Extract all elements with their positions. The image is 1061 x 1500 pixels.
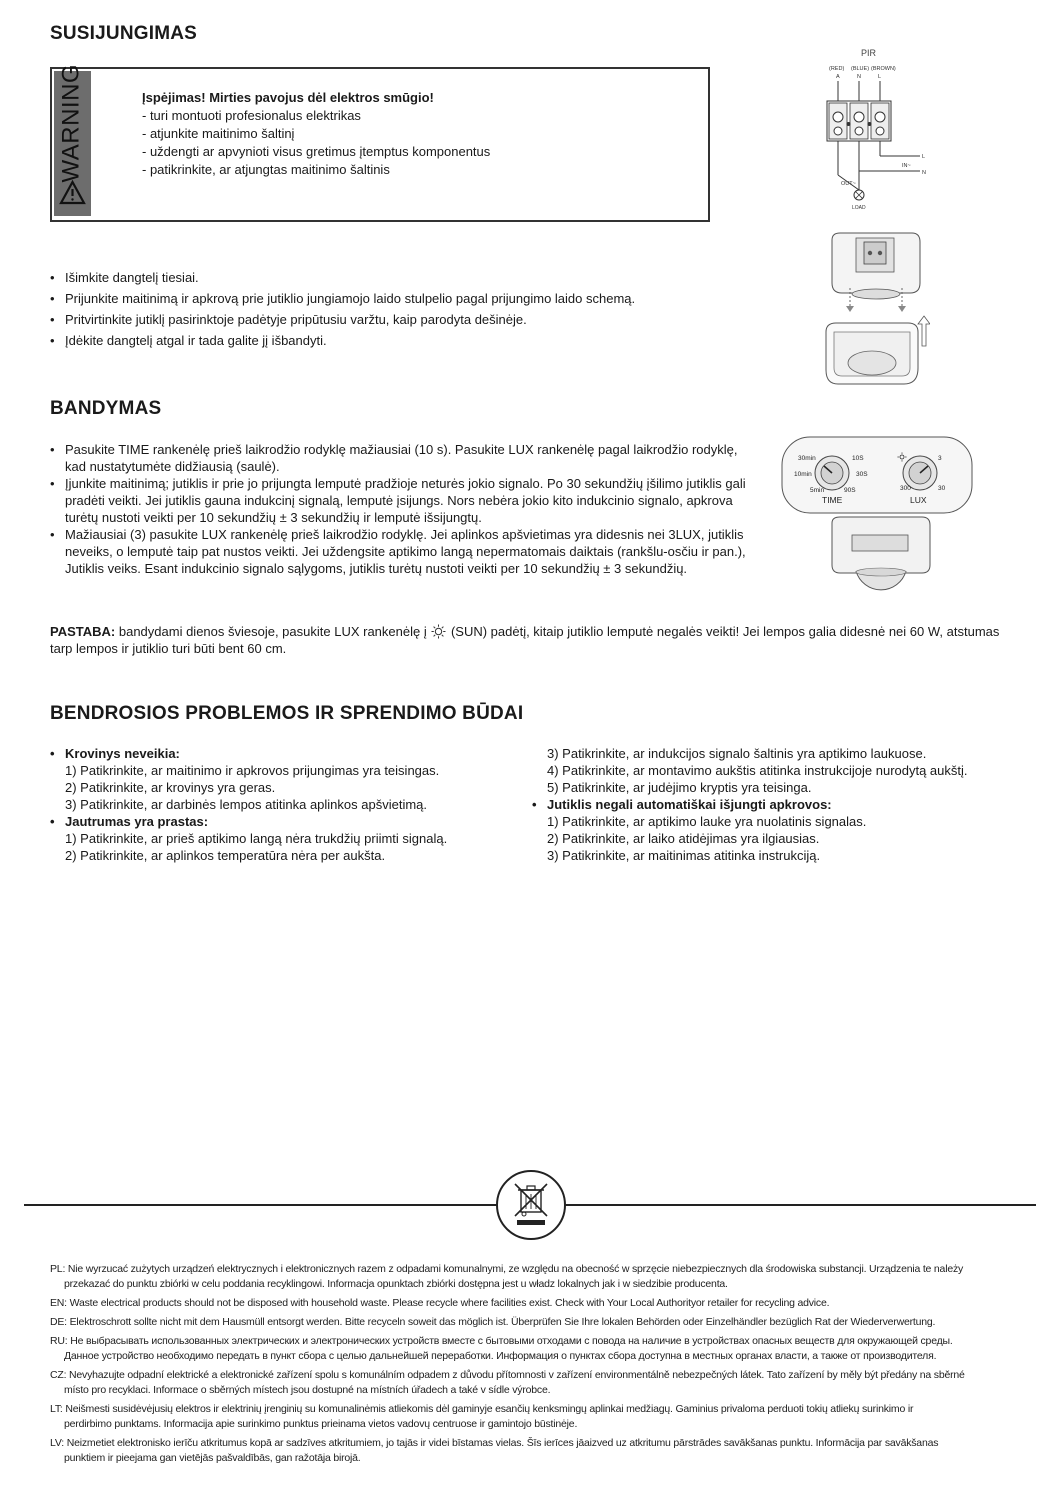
notice-line: perdirbimo punktams. Informacija apie surinkimo punktus prieinama vietos vadovų centruose ir gamintojo būstinėje. bbox=[64, 1418, 578, 1430]
notice-line: místo pro recyklaci. Informace o sběrných místech jsou dostupné na místních úřadech a také v sídle výrobce. bbox=[64, 1384, 551, 1396]
warning-line: - uždengti ar apvynioti visus gretimus įtemptus komponentus bbox=[142, 144, 491, 159]
problem-line: 3) Patikrinkite, ar darbinės lempos atitinka aplinkos apšvietimą. bbox=[65, 797, 428, 812]
wire-label: (BROWN) bbox=[871, 66, 896, 72]
warning-line: - patikrinkite, ar atjungtas maitinimo šaltinis bbox=[142, 162, 390, 177]
disposal-notices bbox=[50, 1262, 1010, 1466]
notice-line: DE: Elektroschrott sollte nicht mit dem Hausmüll entsorgt werden. Bitte recyceln soweit das möglich ist. Überprüfen Sie Ihre lokalen Behörden oder Einzelhändler bezüglich Rat der Wiederverwertung. bbox=[50, 1316, 936, 1328]
testing-note bbox=[50, 623, 1010, 657]
problem-heading: • Jutiklis negali automatiškai išjungti apkrovos: bbox=[532, 796, 1012, 813]
problem-line: 2) Patikrinkite, ar krovinys yra geras. bbox=[65, 780, 276, 795]
problem-line: 1) Patikrinkite, ar prieš aptikimo langą nėra trukdžių priimti signalą. bbox=[65, 831, 448, 846]
list-item: • Pasukite TIME rankenėlę prieš laikrodžio rodyklę mažiausiai (10 s). Pasukite LUX rankenėlę pagal laikrodžio rodyklę, kad nustatytumėte didžiausią (saulė). bbox=[50, 441, 750, 475]
sensor-mounting-illustration bbox=[820, 228, 930, 393]
notice-line: Данное устройство необходимо передать в пункт сбора с целью дальнейшей переработки. Информация о пунктах сбора доступна в местных органах власти, а также от производителя. bbox=[64, 1350, 937, 1362]
notice-lv bbox=[50, 1436, 1010, 1466]
n-label: N bbox=[922, 170, 926, 176]
notice-line: przekazać do punktu zbiórki w celu poddania recyklingowi. Informacja opunktach zbiórki dostępna jest u władz lokalnych jak i w siedzibie producenta. bbox=[64, 1278, 728, 1290]
problem-line: 2) Patikrinkite, ar laiko atidėjimas yra ilgiausias. bbox=[547, 831, 820, 846]
notice-line: punktiem ir pieejama gan vietējās pašvaldībās, gan ražotāja birojā. bbox=[64, 1452, 361, 1464]
knob-panel-illustration bbox=[780, 433, 980, 608]
problems-list bbox=[50, 745, 530, 762]
warning-title: Įspėjimas! Mirties pavojus dėl elektros smūgio! bbox=[142, 90, 434, 105]
connection-title: SUSIJUNGIMAS bbox=[50, 23, 198, 44]
wire-label: (BLUE) bbox=[851, 66, 870, 72]
time-tick: 30min bbox=[798, 455, 816, 462]
list-item: • Išimkite dangtelį tiesiai. bbox=[50, 269, 750, 286]
time-tick: 90S bbox=[844, 487, 856, 494]
wire-label: (RED) bbox=[829, 66, 845, 72]
warning-line: - turi montuoti profesionalus elektrikas bbox=[142, 108, 361, 123]
weee-badge bbox=[496, 1170, 566, 1240]
notice-cz bbox=[50, 1368, 1010, 1398]
notice-de bbox=[50, 1315, 1010, 1330]
problem-line: 3) Patikrinkite, ar indukcijos signalo šaltinis yra aptikimo laukuose. bbox=[547, 746, 927, 761]
load-label: LOAD bbox=[852, 205, 866, 211]
arrow-up-icon bbox=[918, 316, 930, 346]
problem-line: 4) Patikrinkite, ar montavimo aukštis atitinka instrukcijoje nurodytą aukštį. bbox=[547, 763, 968, 778]
lux-tick: 3 bbox=[938, 455, 942, 462]
testing-title: BANDYMAS bbox=[50, 398, 162, 419]
terminal-label: A bbox=[836, 74, 840, 80]
notice-ru bbox=[50, 1334, 1010, 1364]
time-tick: 30S bbox=[856, 471, 868, 478]
problems-title: BENDROSIOS PROBLEMOS IR SPRENDIMO BŪDAI bbox=[50, 703, 524, 724]
l-label: L bbox=[922, 154, 926, 160]
notice-line: RU: Не выбрасывать использованных электрических и электронических устройств вместе с бытовыми отходами с повода на наличие в устройствах опасных веществ для окружающей среды. bbox=[50, 1335, 953, 1347]
wiring-diagram bbox=[815, 45, 940, 215]
connection-steps bbox=[50, 269, 750, 349]
out-label: OUT~ bbox=[841, 181, 856, 187]
notice-line: LT: Neišmesti susidėvėjusių elektros ir elektrinių įrenginių su komunalinėmis atliekomis dėl gaminyje esančių kenksmingų aplinkai medžiagų. Gaminius privaloma perduoti tokių atliekų surinkimo ir bbox=[50, 1403, 914, 1415]
problems-left-column bbox=[50, 745, 530, 864]
sun-icon bbox=[430, 624, 447, 639]
diagram-title: PIR bbox=[861, 48, 877, 58]
notice-line: CZ: Nevyhazujte odpadní elektrické a elektronické zařízení spolu s komunálním odpadem z důvodu přítomnosti v zařízení environmentálně nebezpečných látek. Tato zařízení by měly být předány na sběrné bbox=[50, 1369, 965, 1381]
problem-heading: • Krovinys neveikia: bbox=[50, 745, 530, 762]
notice-en bbox=[50, 1296, 1010, 1311]
notice-line: EN: Waste electrical products should not be disposed with household waste. Please recycle where facilities exist. Check with Your Local Authorityor retailer for recycling advice. bbox=[50, 1297, 830, 1309]
warning-side-label: WARNING bbox=[57, 63, 85, 183]
warning-sidebar bbox=[54, 63, 91, 216]
problem-line: 2) Patikrinkite, ar aplinkos temperatūra nėra per aukšta. bbox=[65, 848, 386, 863]
crossed-bin-icon bbox=[511, 1182, 551, 1228]
problem-line: 5) Patikrinkite, ar judėjimo kryptis yra teisinga. bbox=[547, 780, 812, 795]
warning-box bbox=[50, 63, 710, 222]
notice-line: LV: Neizmetiet elektronisko ierīču atkritumus kopā ar sadzīves atkritumiem, jo tajās ir videi bīstamas vielas. Šīs ierīces jāaizved uz atkritumu pārstrādes savākšanas punktu. Informācija par savākšanas bbox=[50, 1437, 939, 1449]
notice-lt bbox=[50, 1402, 1010, 1432]
problem-line: 3) Patikrinkite, ar maitinimas atitinka instrukciją. bbox=[547, 848, 821, 863]
list-item: • Įjunkite maitinimą; jutiklis ir prie jo prijungta lemputė pradžioje neturės jokio signalo. Po 30 sekundžių įšilimo jutiklis gali pradėti veikti. Jei jutiklis gauna indukcinį signalą, lemputė įsijungs. Nors nebėra jokio kito indukcinio signalo, apkrova turėtų nustoti veikti per 10 sekundžių ± 3 sekundžių ir lemputė išsijungtų. bbox=[50, 475, 750, 526]
problems-right-column bbox=[532, 745, 1012, 864]
in-label: IN~ bbox=[902, 163, 911, 169]
time-label: TIME bbox=[822, 495, 843, 505]
warning-line: - atjunkite maitinimo šaltinį bbox=[142, 126, 295, 141]
lux-tick: 30 bbox=[938, 485, 946, 492]
note-text: (SUN) padėtį, kitaip jutiklio lemputė negalės veikti! Jei lempos galia didesnė nei 60 W, atstumas tarp lempos ir jutiklio turi būti bent 60 cm. bbox=[50, 624, 1000, 656]
list-item: • Prijunkite maitinimą ir apkrovą prie jutiklio jungiamojo laido stulpelio pagal prijungimo laido schemą. bbox=[50, 290, 750, 307]
notice-pl bbox=[50, 1262, 1010, 1292]
list-item: • Pritvirtinkite jutiklį pasirinktoje padėtyje pripūtusiu varžtu, kaip parodyta dešinėje. bbox=[50, 311, 750, 328]
list-item: • Mažiausiai (3) pasukite LUX rankenėlę prieš laikrodžio rodyklę. Jei aplinkos apšvietimas yra didesnis nei 3LUX, jutiklis neveiks, o lemputė taip pat nustos veikti. Jei uždengsite aptikimo langą nepermatomais daiktais (rankšlu-osčiu ir pan.), Jutiklis veiks. Esant indukcinio signalo sąlygoms, jutiklis turėtų nustoti veikti per 10 sekundžių ± 3 sekundžių. bbox=[50, 526, 750, 577]
terminal-label: L bbox=[878, 74, 882, 80]
problem-line: 1) Patikrinkite, ar maitinimo ir apkrovos prijungimas yra teisingas. bbox=[65, 763, 440, 778]
problem-heading: • Jautrumas yra prastas: bbox=[50, 813, 530, 830]
note-label: PASTABA: bbox=[50, 624, 116, 639]
testing-steps bbox=[50, 441, 750, 577]
lux-label: LUX bbox=[910, 495, 927, 505]
problem-line: 1) Patikrinkite, ar aptikimo lauke yra nuolatinis signalas. bbox=[547, 814, 867, 829]
terminal-label: N bbox=[857, 74, 861, 80]
list-item: • Įdėkite dangtelį atgal ir tada galite jį išbandyti. bbox=[50, 332, 750, 349]
time-tick: 5min bbox=[810, 487, 825, 494]
time-tick: 10S bbox=[852, 455, 864, 462]
note-text: bandydami dienos šviesoje, pasukite LUX rankenėlę į bbox=[115, 624, 431, 639]
lux-tick: 300 bbox=[900, 485, 911, 492]
time-tick: 10min bbox=[794, 471, 812, 478]
notice-line: PL: Nie wyrzucać zużytych urządzeń elektrycznych i elektronicznych razem z odpadami komunalnymi, ze względu na obecność w sprzęcie niebezpiecznych dla środowiska substancji. Urządzenia te należy bbox=[50, 1263, 964, 1275]
